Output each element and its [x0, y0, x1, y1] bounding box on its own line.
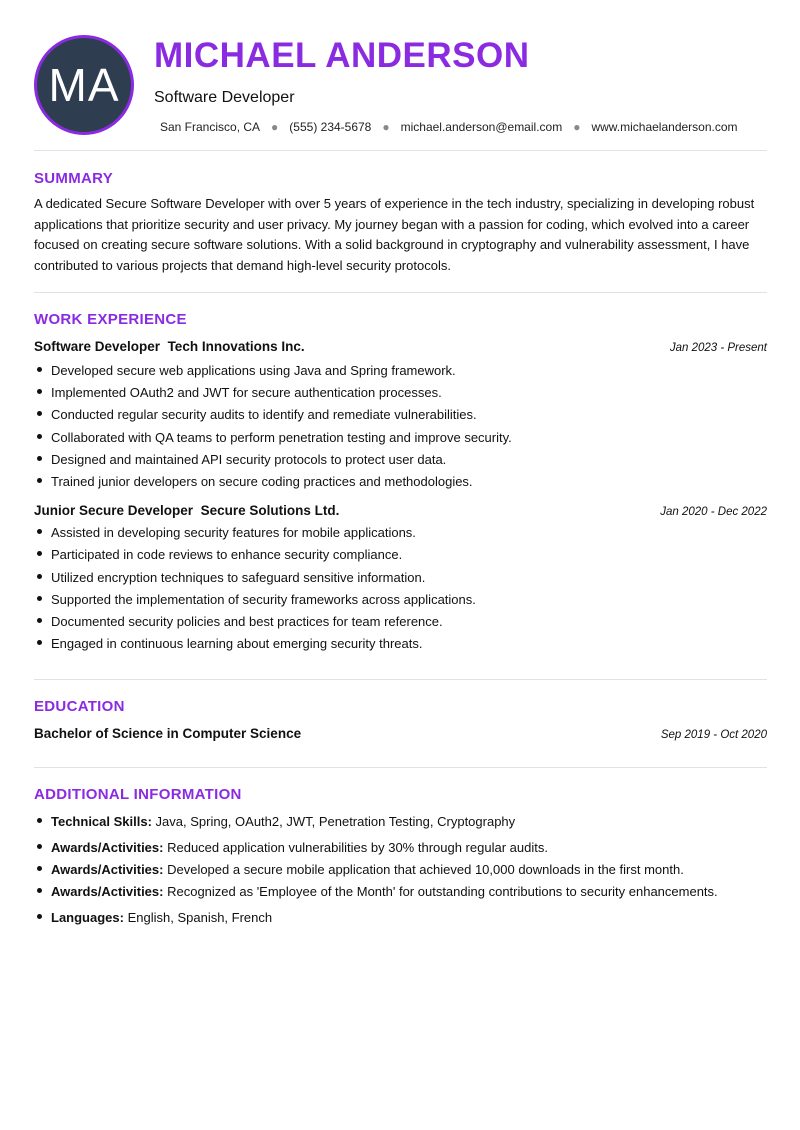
bullet-separator-icon: ●	[573, 120, 581, 134]
list-item: Assisted in developing security features for mobile applications.	[34, 522, 767, 544]
list-item: Trained junior developers on secure coding practices and methodologies.	[34, 471, 767, 493]
job-entry	[34, 503, 767, 655]
contact-location: San Francisco, CA	[160, 120, 261, 134]
job-dates: Jan 2020 - Dec 2022	[660, 506, 767, 519]
contact-website[interactable]: www.michaelanderson.com	[591, 120, 738, 134]
contact-phone: (555) 234-5678	[289, 120, 372, 134]
degree: Bachelor of Science in Computer Science	[34, 726, 302, 742]
job-role: Software Developer	[34, 339, 161, 354]
summary-section	[34, 151, 767, 293]
section-title-education: EDUCATION	[34, 698, 125, 716]
job-company: Secure Solutions Ltd.	[200, 503, 340, 519]
avatar: MA	[34, 35, 134, 135]
item-text: Recognized as 'Employee of the Month' for outstanding contributions to security enhancements.	[167, 884, 718, 900]
additional-list	[34, 811, 767, 929]
list-item: Conducted regular security audits to identify and remediate vulnerabilities.	[34, 404, 767, 426]
list-item: Utilized encryption techniques to safeguard sensitive information.	[34, 567, 767, 589]
list-item	[34, 859, 767, 881]
item-text: Developed a secure mobile application that achieved 10,000 downloads in the first month.	[167, 862, 684, 878]
job-entry	[34, 339, 767, 493]
bullet-separator-icon: ●	[382, 120, 390, 134]
item-text: Java, Spring, OAuth2, JWT, Penetration Testing, Cryptography	[155, 814, 516, 830]
item-label: Awards/Activities:	[51, 884, 164, 900]
section-title-experience: WORK EXPERIENCE	[34, 311, 187, 328]
job-dates: Jan 2023 - Present	[669, 342, 767, 354]
list-item	[34, 881, 767, 903]
list-item: Designed and maintained API security protocols to protect user data.	[34, 449, 767, 471]
item-label: Languages:	[51, 910, 124, 926]
list-item: Collaborated with QA teams to perform penetration testing and improve security.	[34, 427, 767, 449]
section-title-additional: ADDITIONAL INFORMATION	[34, 786, 242, 804]
additional-section	[34, 768, 767, 929]
item-label: Awards/Activities:	[51, 862, 164, 878]
summary-text: A dedicated Secure Software Developer with over 5 years of experience in the tech industry, specializing in developing robust applications that prioritize security and user privacy. My journey began with a passion for coding, which evolved into a career focused on creating secure software solutions. With a solid background in cryptography and vulnerability assessment, I have contributed to various projects that demand high-level security protocols.	[34, 196, 755, 273]
education-dates: Sep 2019 - Oct 2020	[660, 729, 767, 742]
job-header	[34, 503, 767, 518]
item-text: English, Spanish, French	[127, 910, 273, 926]
list-item: Documented security policies and best practices for team reference.	[34, 611, 767, 633]
candidate-name: MICHAEL ANDERSON	[154, 36, 530, 75]
section-title-summary: SUMMARY	[34, 170, 114, 187]
list-item: Participated in code reviews to enhance security compliance.	[34, 544, 767, 566]
experience-section	[34, 293, 767, 680]
list-item: Implemented OAuth2 and JWT for secure authentication processes.	[34, 382, 767, 404]
job-header	[34, 339, 767, 354]
job-role-company	[34, 503, 339, 518]
candidate-title: Software Developer	[154, 89, 295, 106]
list-item	[34, 811, 767, 833]
education-entry	[34, 726, 767, 741]
list-item	[34, 837, 767, 859]
list-item: Developed secure web applications using Java and Spring framework.	[34, 360, 767, 382]
job-bullets	[34, 522, 767, 655]
bullet-separator-icon: ●	[271, 120, 279, 134]
item-text: Reduced application vulnerabilities by 30% through regular audits.	[167, 840, 548, 856]
item-label: Awards/Activities:	[51, 840, 164, 856]
resume-header	[34, 0, 767, 151]
resume-page	[34, 0, 767, 929]
contact-info	[160, 120, 738, 134]
list-item: Engaged in continuous learning about emerging security threats.	[34, 633, 767, 655]
list-item: Supported the implementation of security frameworks across applications.	[34, 589, 767, 611]
education-section	[34, 680, 767, 768]
contact-email[interactable]: michael.anderson@email.com	[400, 120, 563, 134]
job-role: Junior Secure Developer	[34, 503, 194, 519]
item-label: Technical Skills:	[51, 814, 152, 830]
job-bullets	[34, 360, 767, 493]
job-company: Tech Innovations Inc.	[167, 339, 305, 354]
job-role-company	[34, 339, 305, 354]
list-item	[34, 907, 767, 929]
